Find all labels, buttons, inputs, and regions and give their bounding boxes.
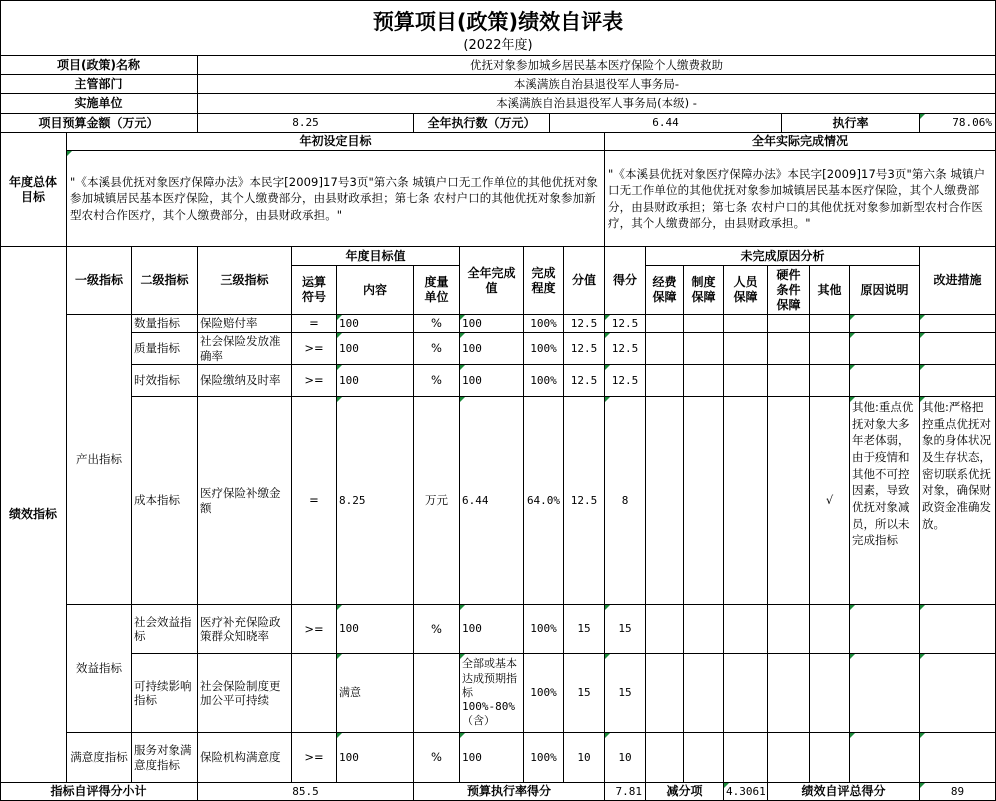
reason-funds-cell	[646, 397, 684, 605]
reason-funds-cell	[646, 333, 684, 365]
reason-staff-cell	[724, 397, 768, 605]
lvl2-cell: 质量指标	[132, 333, 198, 365]
initial-goal-header: 年初设定目标	[67, 133, 605, 151]
reason-note-cell	[850, 654, 920, 733]
reason-other-check	[810, 365, 850, 397]
reason-system-cell	[684, 315, 724, 333]
exec-rate-label: 执行率	[782, 114, 920, 133]
actual-result-header: 全年实际完成情况	[605, 133, 996, 151]
content-cell: 100	[337, 315, 414, 333]
score-cell: 12.5	[605, 315, 646, 333]
reason-hardware-cell	[768, 397, 810, 605]
score-cell: 12.5	[605, 333, 646, 365]
unit-cell: 万元	[414, 397, 460, 605]
subtotal-value: 85.5	[198, 783, 414, 801]
improve-cell	[920, 654, 996, 733]
lvl2-cell: 时效指标	[132, 365, 198, 397]
op-cell: =	[292, 315, 337, 333]
exec-rate-value: 78.06%	[920, 114, 996, 133]
reason-system-cell	[684, 605, 724, 654]
lvl3-cell: 医疗补充保险政策群众知晓率	[198, 605, 292, 654]
hdr-full-year: 全年完成值	[460, 247, 524, 315]
score-cell: 10	[605, 733, 646, 783]
group-satisfaction: 满意度指标	[67, 733, 132, 783]
reason-other-check: √	[810, 397, 850, 605]
deduct-label: 减分项	[646, 783, 724, 801]
reason-note-cell	[850, 333, 920, 365]
reason-system-cell	[684, 733, 724, 783]
content-cell: 100	[337, 605, 414, 654]
project-name-label: 项目(政策)名称	[0, 56, 198, 75]
full-year-cell: 100	[460, 605, 524, 654]
completion-cell: 100%	[524, 315, 564, 333]
score-value-cell: 15	[564, 605, 605, 654]
completion-cell: 100%	[524, 654, 564, 733]
budget-amount-value: 8.25	[198, 114, 414, 133]
hdr-annual-target: 年度目标值	[292, 247, 460, 266]
reason-system-cell	[684, 654, 724, 733]
exec-amount-value: 6.44	[550, 114, 782, 133]
unit-cell: %	[414, 315, 460, 333]
op-cell: >=	[292, 365, 337, 397]
reason-staff-cell	[724, 333, 768, 365]
full-year-cell: 100	[460, 315, 524, 333]
reason-staff-cell	[724, 654, 768, 733]
hdr-lvl3: 三级指标	[198, 247, 292, 315]
score-value-cell: 10	[564, 733, 605, 783]
reason-other-check	[810, 654, 850, 733]
reason-note-cell	[850, 733, 920, 783]
hdr-lvl2: 二级指标	[132, 247, 198, 315]
reason-other-check	[810, 333, 850, 365]
reason-hardware-cell	[768, 333, 810, 365]
reason-staff-cell	[724, 733, 768, 783]
reason-hardware-cell	[768, 315, 810, 333]
completion-cell: 100%	[524, 333, 564, 365]
hdr-reason-other: 其他	[810, 266, 850, 315]
lvl3-cell: 保险缴纳及时率	[198, 365, 292, 397]
hdr-reason-hardware: 硬件条件保障	[768, 266, 810, 315]
unit-cell: %	[414, 733, 460, 783]
dept-value: 本溪满族自治县退役军人事务局-	[198, 75, 996, 94]
score-cell: 12.5	[605, 365, 646, 397]
lvl3-cell: 保险赔付率	[198, 315, 292, 333]
unit-cell: %	[414, 365, 460, 397]
full-year-cell: 6.44	[460, 397, 524, 605]
reason-note-cell	[850, 365, 920, 397]
improve-cell	[920, 605, 996, 654]
total-label: 绩效自评总得分	[768, 783, 920, 801]
form-year: (2022年度)	[463, 38, 533, 53]
reason-funds-cell	[646, 605, 684, 654]
hdr-reasons: 未完成原因分析	[646, 247, 920, 266]
unit-cell: %	[414, 605, 460, 654]
form-title: 预算项目(政策)绩效自评表	[372, 10, 624, 34]
hdr-completion: 完成程度	[524, 247, 564, 315]
reason-funds-cell	[646, 315, 684, 333]
dept-label: 主管部门	[0, 75, 198, 94]
content-cell: 100	[337, 733, 414, 783]
reason-staff-cell	[724, 605, 768, 654]
improve-cell: 其他:严格把控重点优抚对象的身体状况及生存状态，密切联系优抚对象，确保财政资金准确发放。	[920, 397, 996, 605]
reason-note-cell	[850, 315, 920, 333]
reason-note-cell: 其他:重点优抚对象大多年老体弱，由于疫情和其他不可控因素，导致优抚对象减员，所以未完成指标	[850, 397, 920, 605]
group-output: 产出指标	[67, 315, 132, 605]
budget-amount-label: 项目预算金额（万元）	[0, 114, 198, 133]
content-cell: 满意	[337, 654, 414, 733]
hdr-reason-staff: 人员保障	[724, 266, 768, 315]
hdr-content: 内容	[337, 266, 414, 315]
reason-other-check	[810, 315, 850, 333]
hdr-unit: 度量单位	[414, 266, 460, 315]
op-cell	[292, 654, 337, 733]
lvl3-cell: 社会保险发放准确率	[198, 333, 292, 365]
lvl3-cell: 保险机构满意度	[198, 733, 292, 783]
hdr-score-value: 分值	[564, 247, 605, 315]
impl-unit-label: 实施单位	[0, 94, 198, 114]
reason-hardware-cell	[768, 365, 810, 397]
full-year-cell: 全部或基本达成预期指标100%-80%（含）	[460, 654, 524, 733]
reason-system-cell	[684, 365, 724, 397]
deduct-value: 4.3061	[724, 783, 768, 801]
hdr-score: 得分	[605, 247, 646, 315]
hdr-reason-system: 制度保障	[684, 266, 724, 315]
lvl2-cell: 成本指标	[132, 397, 198, 605]
subtotal-label: 指标自评得分小计	[0, 783, 198, 801]
score-value-cell: 12.5	[564, 315, 605, 333]
improve-cell	[920, 365, 996, 397]
impl-unit-value: 本溪满族自治县退役军人事务局(本级) -	[198, 94, 996, 114]
reason-hardware-cell	[768, 605, 810, 654]
total-value: 89	[920, 783, 996, 801]
op-cell: >=	[292, 605, 337, 654]
score-value-cell: 15	[564, 654, 605, 733]
lvl2-cell: 数量指标	[132, 315, 198, 333]
hdr-improve: 改进措施	[920, 247, 996, 315]
budget-score-value: 7.81	[605, 783, 646, 801]
completion-cell: 100%	[524, 365, 564, 397]
reason-system-cell	[684, 397, 724, 605]
score-cell: 15	[605, 605, 646, 654]
full-year-cell: 100	[460, 733, 524, 783]
op-cell: >=	[292, 333, 337, 365]
perf-indicator-label: 绩效指标	[0, 247, 67, 783]
reason-hardware-cell	[768, 733, 810, 783]
reason-system-cell	[684, 333, 724, 365]
lvl3-cell: 社会保险制度更加公平可持续	[198, 654, 292, 733]
unit-cell: %	[414, 333, 460, 365]
hdr-op: 运算符号	[292, 266, 337, 315]
lvl2-cell: 可持续影响指标	[132, 654, 198, 733]
completion-cell: 100%	[524, 605, 564, 654]
content-cell: 100	[337, 333, 414, 365]
actual-result-text: "《本溪县优抚对象医疗保障办法》本民字[2009]17号3页"第六条 城镇户口无工作单位的其他优抚对象参加城镇居民基本医疗保险，其个人缴费部分，由县财政承担；第七条 农村户口的其他优抚对象参加新型农村合作医疗，其个人缴费部分，由县财政承担。"	[605, 151, 996, 247]
score-cell: 15	[605, 654, 646, 733]
completion-cell: 100%	[524, 733, 564, 783]
score-value-cell: 12.5	[564, 397, 605, 605]
lvl2-cell: 服务对象满意度指标	[132, 733, 198, 783]
annual-goal-label: 年度总体目标	[0, 133, 67, 247]
reason-funds-cell	[646, 733, 684, 783]
score-value-cell: 12.5	[564, 333, 605, 365]
initial-goal-text: "《本溪县优抚对象医疗保障办法》本民字[2009]17号3页"第六条 城镇户口无工作单位的其他优抚对象参加城镇居民基本医疗保险，其个人缴费部分，由县财政承担；第七条 农村户口的其他优抚对象参加新型农村合作医疗，其个人缴费部分，由县财政承担。"	[67, 151, 605, 247]
reason-note-cell	[850, 605, 920, 654]
reason-staff-cell	[724, 365, 768, 397]
reason-other-check	[810, 733, 850, 783]
lvl2-cell: 社会效益指标	[132, 605, 198, 654]
reason-funds-cell	[646, 654, 684, 733]
op-cell: >=	[292, 733, 337, 783]
full-year-cell: 100	[460, 333, 524, 365]
improve-cell	[920, 315, 996, 333]
reason-funds-cell	[646, 365, 684, 397]
full-year-cell: 100	[460, 365, 524, 397]
content-cell: 100	[337, 365, 414, 397]
lvl3-cell: 医疗保险补缴金额	[198, 397, 292, 605]
exec-amount-label: 全年执行数（万元）	[414, 114, 550, 133]
score-value-cell: 12.5	[564, 365, 605, 397]
hdr-reason-note: 原因说明	[850, 266, 920, 315]
score-cell: 8	[605, 397, 646, 605]
improve-cell	[920, 333, 996, 365]
hdr-reason-funds: 经费保障	[646, 266, 684, 315]
unit-cell	[414, 654, 460, 733]
reason-staff-cell	[724, 315, 768, 333]
content-cell: 8.25	[337, 397, 414, 605]
budget-score-label: 预算执行率得分	[414, 783, 605, 801]
hdr-lvl1: 一级指标	[67, 247, 132, 315]
reason-other-check	[810, 605, 850, 654]
group-benefit: 效益指标	[67, 605, 132, 733]
reason-hardware-cell	[768, 654, 810, 733]
completion-cell: 64.0%	[524, 397, 564, 605]
project-name-value: 优抚对象参加城乡居民基本医疗保险个人缴费救助	[198, 56, 996, 75]
op-cell: =	[292, 397, 337, 605]
improve-cell	[920, 733, 996, 783]
